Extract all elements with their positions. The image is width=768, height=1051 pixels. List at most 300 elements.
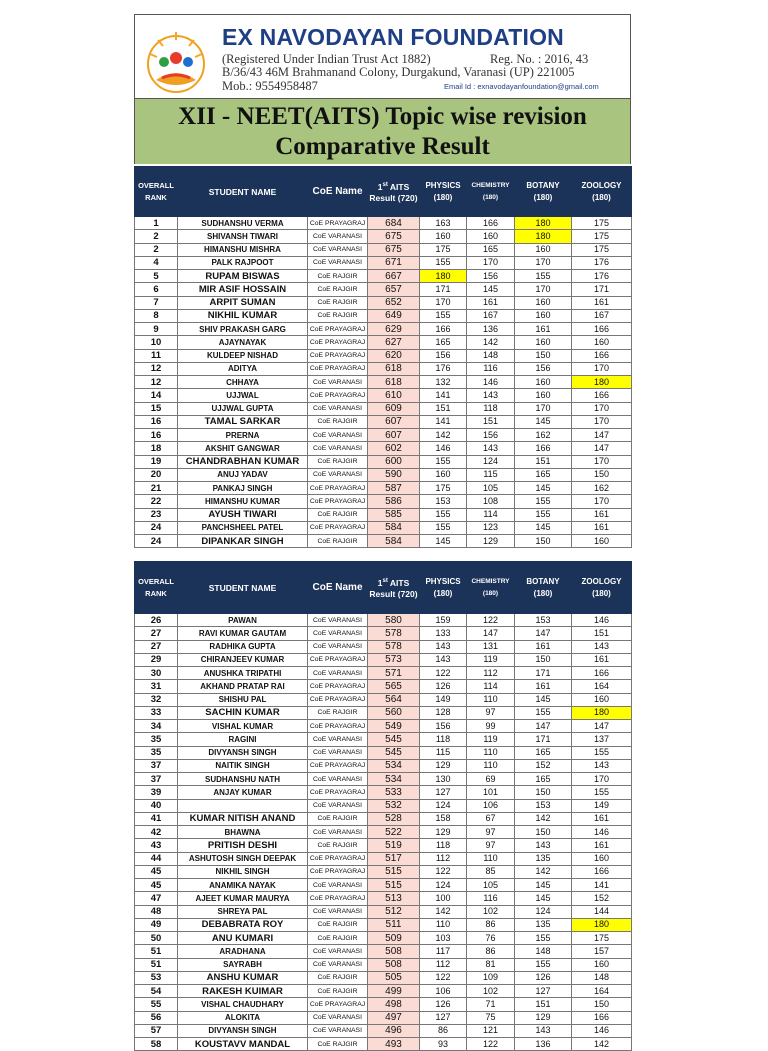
zoology-score-cell: 155: [572, 746, 632, 759]
student-name-cell: KULDEEP NISHAD: [178, 349, 308, 362]
aits-result-cell: 534: [368, 759, 420, 772]
coe-name-cell: CoE PRAYAGRAJ: [308, 865, 368, 878]
table-row: [135, 455, 632, 468]
chemistry-score-cell: 81: [467, 958, 515, 971]
physics-score-cell: 115: [420, 746, 467, 759]
header-student-name: STUDENT NAME: [178, 167, 308, 217]
botany-score-cell: 153: [515, 799, 572, 812]
zoology-score-cell: 171: [572, 283, 632, 296]
table-header-row: [135, 167, 632, 217]
zoology-score-cell: 164: [572, 985, 632, 998]
student-name-cell: HIMANSHU KUMAR: [178, 495, 308, 508]
aits-result-cell: 515: [368, 865, 420, 878]
coe-name-cell: CoE VARANASI: [308, 402, 368, 415]
rank-cell: 55: [135, 998, 178, 1011]
coe-name-cell: CoE PRAYAGRAJ: [308, 998, 368, 1011]
student-name-cell: NAITIK SINGH: [178, 759, 308, 772]
student-name-cell: ANUJ YADAV: [178, 468, 308, 481]
header-rank: OVERALL RANK: [135, 562, 178, 614]
coe-name-cell: CoE PRAYAGRAJ: [308, 892, 368, 905]
rank-cell: 19: [135, 455, 178, 468]
table-row: [135, 535, 632, 548]
student-name-cell: VISHAL CHAUDHARY: [178, 998, 308, 1011]
student-name-cell: ANUSHKA TRIPATHI: [178, 667, 308, 680]
coe-name-cell: CoE VARANASI: [308, 879, 368, 892]
rank-cell: 50: [135, 932, 178, 945]
physics-score-cell: 170: [420, 296, 467, 309]
chemistry-score-cell: 114: [467, 508, 515, 521]
zoology-score-cell: 137: [572, 733, 632, 746]
student-name-cell: ARADHANA: [178, 945, 308, 958]
coe-name-cell: CoE VARANASI: [308, 243, 368, 256]
botany-score-cell: 142: [515, 812, 572, 825]
botany-score-cell: 147: [515, 720, 572, 733]
header-physics: PHYSICS (180): [420, 167, 467, 217]
aits-result-cell: 675: [368, 243, 420, 256]
table-row: [135, 217, 632, 230]
aits-result-cell: 545: [368, 746, 420, 759]
zoology-score-cell: 166: [572, 389, 632, 402]
coe-name-cell: CoE RAJGIR: [308, 535, 368, 548]
chemistry-score-cell: 75: [467, 1011, 515, 1024]
table-row: [135, 1011, 632, 1024]
physics-score-cell: 160: [420, 230, 467, 243]
coe-name-cell: CoE RAJGIR: [308, 839, 368, 852]
table-row: [135, 442, 632, 455]
botany-score-cell: 152: [515, 759, 572, 772]
header-physics: PHYSICS (180): [420, 562, 467, 614]
physics-score-cell: 133: [420, 627, 467, 640]
zoology-score-cell: 175: [572, 230, 632, 243]
student-name-cell: AKHAND PRATAP RAI: [178, 680, 308, 693]
chemistry-score-cell: 85: [467, 865, 515, 878]
aits-result-cell: 549: [368, 720, 420, 733]
physics-score-cell: 156: [420, 349, 467, 362]
student-name-cell: DIVYANSH SINGH: [178, 746, 308, 759]
botany-score-cell: 129: [515, 1011, 572, 1024]
chemistry-score-cell: 99: [467, 720, 515, 733]
table-row: [135, 336, 632, 349]
aits-result-cell: 564: [368, 693, 420, 706]
botany-score-cell: 143: [515, 839, 572, 852]
student-name-cell: HIMANSHU MISHRA: [178, 243, 308, 256]
physics-score-cell: 180: [420, 270, 467, 283]
coe-name-cell: CoE PRAYAGRAJ: [308, 349, 368, 362]
botany-score-cell: 126: [515, 971, 572, 984]
chemistry-score-cell: 112: [467, 667, 515, 680]
zoology-score-cell: 170: [572, 415, 632, 428]
physics-score-cell: 171: [420, 283, 467, 296]
chemistry-score-cell: 106: [467, 799, 515, 812]
physics-score-cell: 118: [420, 733, 467, 746]
coe-name-cell: CoE VARANASI: [308, 614, 368, 627]
rank-cell: 30: [135, 667, 178, 680]
physics-score-cell: 86: [420, 1024, 467, 1037]
zoology-score-cell: 166: [572, 323, 632, 336]
aits-result-cell: 533: [368, 786, 420, 799]
rank-cell: 7: [135, 296, 178, 309]
coe-name-cell: CoE PRAYAGRAJ: [308, 482, 368, 495]
physics-score-cell: 160: [420, 468, 467, 481]
aits-result-cell: 545: [368, 733, 420, 746]
coe-name-cell: CoE PRAYAGRAJ: [308, 521, 368, 534]
physics-score-cell: 118: [420, 839, 467, 852]
botany-score-cell: 170: [515, 402, 572, 415]
chemistry-score-cell: 110: [467, 693, 515, 706]
aits-result-cell: 498: [368, 998, 420, 1011]
aits-result-cell: 684: [368, 217, 420, 230]
student-name-cell: SHIV PRAKASH GARG: [178, 323, 308, 336]
coe-name-cell: CoE PRAYAGRAJ: [308, 759, 368, 772]
table-row: [135, 839, 632, 852]
aits-result-cell: 610: [368, 389, 420, 402]
coe-name-cell: CoE RAJGIR: [308, 283, 368, 296]
coe-name-cell: CoE RAJGIR: [308, 270, 368, 283]
rank-cell: 51: [135, 945, 178, 958]
rank-cell: 35: [135, 733, 178, 746]
physics-score-cell: 155: [420, 521, 467, 534]
results-table-1: [134, 166, 632, 548]
physics-score-cell: 124: [420, 879, 467, 892]
rank-cell: 40: [135, 799, 178, 812]
email-text: Email Id : exnavodayanfoundation@gmail.com: [444, 82, 599, 91]
student-name-cell: UJJWAL GUPTA: [178, 402, 308, 415]
student-name-cell: DIPANKAR SINGH: [178, 535, 308, 548]
table-row: [135, 733, 632, 746]
table-row: [135, 720, 632, 733]
chemistry-score-cell: 115: [467, 468, 515, 481]
coe-name-cell: CoE VARANASI: [308, 640, 368, 653]
botany-score-cell: 160: [515, 389, 572, 402]
zoology-score-cell: 147: [572, 429, 632, 442]
coe-name-cell: CoE VARANASI: [308, 376, 368, 389]
chemistry-score-cell: 123: [467, 521, 515, 534]
coe-name-cell: CoE RAJGIR: [308, 1038, 368, 1051]
aits-result-cell: 671: [368, 256, 420, 269]
physics-score-cell: 141: [420, 415, 467, 428]
coe-name-cell: CoE VARANASI: [308, 667, 368, 680]
chemistry-score-cell: 110: [467, 759, 515, 772]
student-name-cell: AYUSH TIWARI: [178, 508, 308, 521]
letterhead: [134, 14, 631, 98]
coe-name-cell: CoE PRAYAGRAJ: [308, 323, 368, 336]
aits-result-cell: 585: [368, 508, 420, 521]
aits-result-cell: 578: [368, 640, 420, 653]
student-name-cell: ANSHU KUMAR: [178, 971, 308, 984]
table-row: [135, 256, 632, 269]
student-name-cell: RADHIKA GUPTA: [178, 640, 308, 653]
table-row: [135, 230, 632, 243]
coe-name-cell: CoE RAJGIR: [308, 309, 368, 322]
botany-score-cell: 155: [515, 706, 572, 719]
student-name-cell: PALK RAJPOOT: [178, 256, 308, 269]
zoology-score-cell: 146: [572, 826, 632, 839]
student-name-cell: DIVYANSH SINGH: [178, 1024, 308, 1037]
botany-score-cell: 161: [515, 640, 572, 653]
physics-score-cell: 153: [420, 495, 467, 508]
botany-score-cell: 171: [515, 733, 572, 746]
aits-result-cell: 618: [368, 376, 420, 389]
table-row: [135, 415, 632, 428]
botany-score-cell: 135: [515, 852, 572, 865]
table-row: [135, 680, 632, 693]
chemistry-score-cell: 147: [467, 627, 515, 640]
rank-cell: 6: [135, 283, 178, 296]
botany-score-cell: 127: [515, 985, 572, 998]
physics-score-cell: 128: [420, 706, 467, 719]
aits-result-cell: 629: [368, 323, 420, 336]
physics-score-cell: 159: [420, 614, 467, 627]
aits-result-cell: 600: [368, 455, 420, 468]
aits-result-cell: 602: [368, 442, 420, 455]
aits-result-cell: 517: [368, 852, 420, 865]
student-name-cell: RAKESH KUIMAR: [178, 985, 308, 998]
rank-cell: 44: [135, 852, 178, 865]
org-name: EX NAVODAYAN FOUNDATION: [222, 24, 564, 50]
table-row: [135, 985, 632, 998]
zoology-score-cell: 150: [572, 998, 632, 1011]
table-row: [135, 243, 632, 256]
rank-cell: 10: [135, 336, 178, 349]
header-coe-name: CoE Name: [308, 167, 368, 217]
table-row: [135, 468, 632, 481]
botany-score-cell: 155: [515, 958, 572, 971]
botany-score-cell: 180: [515, 230, 572, 243]
chemistry-score-cell: 86: [467, 918, 515, 931]
zoology-score-cell: 170: [572, 773, 632, 786]
table-row: [135, 812, 632, 825]
chemistry-score-cell: 129: [467, 535, 515, 548]
zoology-score-cell: 160: [572, 535, 632, 548]
physics-score-cell: 130: [420, 773, 467, 786]
table-row: [135, 521, 632, 534]
zoology-score-cell: 166: [572, 349, 632, 362]
botany-score-cell: 150: [515, 786, 572, 799]
header-aits-result: 1st AITS Result (720): [368, 167, 420, 217]
rank-cell: 41: [135, 812, 178, 825]
zoology-score-cell: 146: [572, 614, 632, 627]
botany-score-cell: 135: [515, 918, 572, 931]
rank-cell: 35: [135, 746, 178, 759]
student-name-cell: SAYRABH: [178, 958, 308, 971]
rank-cell: 23: [135, 508, 178, 521]
student-name-cell: DEBABRATA ROY: [178, 918, 308, 931]
zoology-score-cell: 160: [572, 336, 632, 349]
rank-cell: 12: [135, 362, 178, 375]
student-name-cell: SUDHANSHU VERMA: [178, 217, 308, 230]
coe-name-cell: CoE PRAYAGRAJ: [308, 495, 368, 508]
aits-result-cell: 519: [368, 839, 420, 852]
botany-score-cell: 145: [515, 693, 572, 706]
botany-score-cell: 147: [515, 627, 572, 640]
registration-number: Reg. No. : 2016, 43: [490, 52, 589, 66]
rank-cell: 33: [135, 706, 178, 719]
mobile-number: Mob.: 9554958487: [222, 79, 318, 93]
rank-cell: 16: [135, 429, 178, 442]
aits-result-cell: 528: [368, 812, 420, 825]
aits-result-cell: 565: [368, 680, 420, 693]
rank-cell: 58: [135, 1038, 178, 1051]
table-row: [135, 376, 632, 389]
table-row: [135, 958, 632, 971]
zoology-score-cell: 161: [572, 653, 632, 666]
physics-score-cell: 126: [420, 998, 467, 1011]
chemistry-score-cell: 86: [467, 945, 515, 958]
physics-score-cell: 132: [420, 376, 467, 389]
aits-result-cell: 496: [368, 1024, 420, 1037]
student-name-cell: SHIVANSH TIWARI: [178, 230, 308, 243]
chemistry-score-cell: 170: [467, 256, 515, 269]
zoology-score-cell: 170: [572, 455, 632, 468]
physics-score-cell: 155: [420, 256, 467, 269]
table-row: [135, 667, 632, 680]
zoology-score-cell: 143: [572, 640, 632, 653]
chemistry-score-cell: 116: [467, 362, 515, 375]
zoology-score-cell: 144: [572, 905, 632, 918]
zoology-score-cell: 161: [572, 508, 632, 521]
physics-score-cell: 124: [420, 799, 467, 812]
table-row: [135, 495, 632, 508]
coe-name-cell: CoE VARANASI: [308, 905, 368, 918]
rank-cell: 32: [135, 693, 178, 706]
table-row: [135, 932, 632, 945]
table-row: [135, 349, 632, 362]
zoology-score-cell: 161: [572, 296, 632, 309]
botany-score-cell: 165: [515, 773, 572, 786]
header-chemistry: CHEMISTRY (180): [467, 562, 515, 614]
rank-cell: 2: [135, 230, 178, 243]
chemistry-score-cell: 124: [467, 455, 515, 468]
rank-cell: 15: [135, 402, 178, 415]
aits-result-cell: 578: [368, 627, 420, 640]
physics-score-cell: 175: [420, 243, 467, 256]
zoology-score-cell: 149: [572, 799, 632, 812]
aits-result-cell: 560: [368, 706, 420, 719]
botany-score-cell: 180: [515, 217, 572, 230]
physics-score-cell: 146: [420, 442, 467, 455]
coe-name-cell: CoE PRAYAGRAJ: [308, 389, 368, 402]
zoology-score-cell: 166: [572, 1011, 632, 1024]
zoology-score-cell: 167: [572, 309, 632, 322]
rank-cell: 49: [135, 918, 178, 931]
coe-name-cell: CoE PRAYAGRAJ: [308, 693, 368, 706]
table-row: [135, 270, 632, 283]
rank-cell: 1: [135, 217, 178, 230]
table-row: [135, 746, 632, 759]
physics-score-cell: 156: [420, 720, 467, 733]
physics-score-cell: 127: [420, 786, 467, 799]
botany-score-cell: 165: [515, 468, 572, 481]
rank-cell: 43: [135, 839, 178, 852]
zoology-score-cell: 164: [572, 680, 632, 693]
aits-result-cell: 534: [368, 773, 420, 786]
aits-result-cell: 515: [368, 879, 420, 892]
zoology-score-cell: 150: [572, 468, 632, 481]
table-row: [135, 971, 632, 984]
physics-score-cell: 142: [420, 429, 467, 442]
student-name-cell: PRERNA: [178, 429, 308, 442]
botany-score-cell: 171: [515, 667, 572, 680]
rank-cell: 56: [135, 1011, 178, 1024]
physics-score-cell: 163: [420, 217, 467, 230]
student-name-cell: BHAWNA: [178, 826, 308, 839]
table-row: [135, 918, 632, 931]
table-row: [135, 429, 632, 442]
botany-score-cell: 160: [515, 336, 572, 349]
zoology-score-cell: 152: [572, 892, 632, 905]
rank-cell: 20: [135, 468, 178, 481]
student-name-cell: PANKAJ SINGH: [178, 482, 308, 495]
botany-score-cell: 155: [515, 270, 572, 283]
coe-name-cell: CoE PRAYAGRAJ: [308, 852, 368, 865]
chemistry-score-cell: 136: [467, 323, 515, 336]
coe-name-cell: CoE PRAYAGRAJ: [308, 786, 368, 799]
student-name-cell: MIR ASIF HOSSAIN: [178, 283, 308, 296]
table-row: [135, 402, 632, 415]
rank-cell: 54: [135, 985, 178, 998]
zoology-score-cell: 175: [572, 932, 632, 945]
student-name-cell: NIKHIL SINGH: [178, 865, 308, 878]
chemistry-score-cell: 121: [467, 1024, 515, 1037]
chemistry-score-cell: 108: [467, 495, 515, 508]
student-name-cell: SHISHU PAL: [178, 693, 308, 706]
rank-cell: 4: [135, 256, 178, 269]
coe-name-cell: CoE VARANASI: [308, 230, 368, 243]
chemistry-score-cell: 110: [467, 852, 515, 865]
table-row: [135, 482, 632, 495]
zoology-score-cell: 161: [572, 521, 632, 534]
aits-result-cell: 657: [368, 283, 420, 296]
aits-result-cell: 652: [368, 296, 420, 309]
botany-score-cell: 160: [515, 309, 572, 322]
physics-score-cell: 127: [420, 1011, 467, 1024]
rank-cell: 12: [135, 376, 178, 389]
coe-name-cell: CoE RAJGIR: [308, 918, 368, 931]
aits-result-cell: 620: [368, 349, 420, 362]
botany-score-cell: 145: [515, 521, 572, 534]
table-row: [135, 905, 632, 918]
botany-score-cell: 150: [515, 653, 572, 666]
student-name-cell: CHHAYA: [178, 376, 308, 389]
coe-name-cell: CoE VARANASI: [308, 958, 368, 971]
student-name-cell: ASHUTOSH SINGH DEEPAK: [178, 852, 308, 865]
chemistry-score-cell: 119: [467, 653, 515, 666]
table-row: [135, 759, 632, 772]
table-row: [135, 1038, 632, 1051]
address-text: B/36/43 46M Brahmanand Colony, Durgakund, Varanasi (UP) 221005: [222, 65, 575, 79]
botany-score-cell: 145: [515, 892, 572, 905]
aits-result-cell: 512: [368, 905, 420, 918]
header-zoology: ZOOLOGY (180): [572, 167, 632, 217]
physics-score-cell: 112: [420, 852, 467, 865]
physics-score-cell: 143: [420, 640, 467, 653]
student-name-cell: PAWAN: [178, 614, 308, 627]
zoology-score-cell: 146: [572, 1024, 632, 1037]
aits-result-cell: 584: [368, 535, 420, 548]
physics-score-cell: 149: [420, 693, 467, 706]
chemistry-score-cell: 101: [467, 786, 515, 799]
table-row: [135, 640, 632, 653]
table-row: [135, 614, 632, 627]
physics-score-cell: 106: [420, 985, 467, 998]
table-row: [135, 283, 632, 296]
coe-name-cell: CoE RAJGIR: [308, 812, 368, 825]
chemistry-score-cell: 143: [467, 389, 515, 402]
chemistry-score-cell: 114: [467, 680, 515, 693]
table-row: [135, 653, 632, 666]
botany-score-cell: 160: [515, 376, 572, 389]
zoology-score-cell: 175: [572, 217, 632, 230]
